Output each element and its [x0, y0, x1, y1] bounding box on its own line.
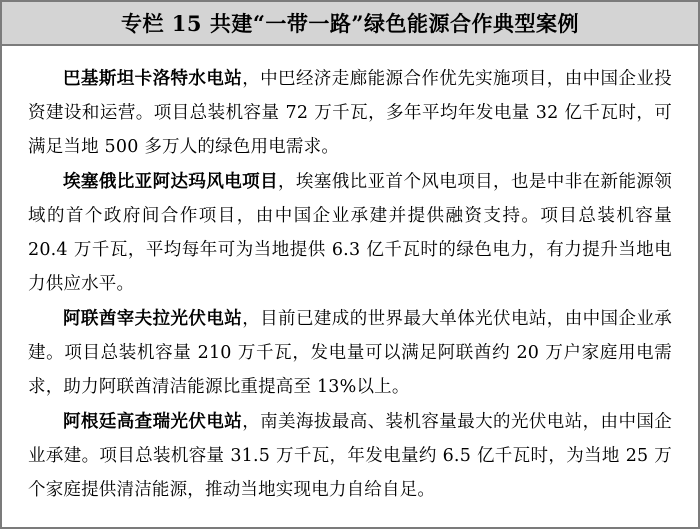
paragraph-4	[28, 405, 672, 507]
paragraph-3	[28, 302, 672, 404]
paragraph-4-text: ，南美海拔最高、装机容量最大的光伏电站，由中国企业承建。项目总装机容量 31.5 万千瓦，年发电量约 6.5 亿千瓦时，为当地 25 万个家庭提供清洁能源，推动当地实现电力自给自足。	[28, 412, 672, 500]
paragraph-3-lead: 阿联酋宰夫拉光伏电站	[63, 309, 243, 329]
paragraph-4-lead: 阿根廷高查瑞光伏电站	[63, 412, 243, 432]
paragraph-2-text: ，埃塞俄比亚首个风电项目，也是中非在新能源领域的首个政府间合作项目，由中国企业承建并提供融资支持。项目总装机容量 20.4 万千瓦，平均每年可为当地提供 6.3 亿千瓦时的绿色电力，有力提升当地电力供应水平。	[28, 172, 672, 294]
page-title: 专栏 15 共建“一带一路”绿色能源合作典型案例	[120, 11, 579, 36]
paragraph-2-lead: 埃塞俄比亚阿达玛风电项目	[63, 172, 279, 192]
paragraph-3-text: ，目前已建成的世界最大单体光伏电站，由中国企业承建。项目总装机容量 210 万千瓦，发电量可以满足阿联酋约 20 万户家庭用电需求，助力阿联酋清洁能源比重提高至 13%以上。	[28, 309, 672, 397]
paragraph-1-text: ，中巴经济走廊能源合作优先实施项目，由中国企业投资建设和运营。项目总装机容量 72 万千瓦，多年平均年发电量 32 亿千瓦时，可满足当地 500 多万人的绿色用电需求。	[28, 69, 672, 157]
textbox-header	[2, 2, 698, 46]
paragraph-1-lead: 巴基斯坦卡洛特水电站	[63, 69, 243, 89]
paragraph-2	[28, 165, 672, 301]
paragraph-1	[28, 62, 672, 164]
textbox-body	[2, 46, 698, 518]
